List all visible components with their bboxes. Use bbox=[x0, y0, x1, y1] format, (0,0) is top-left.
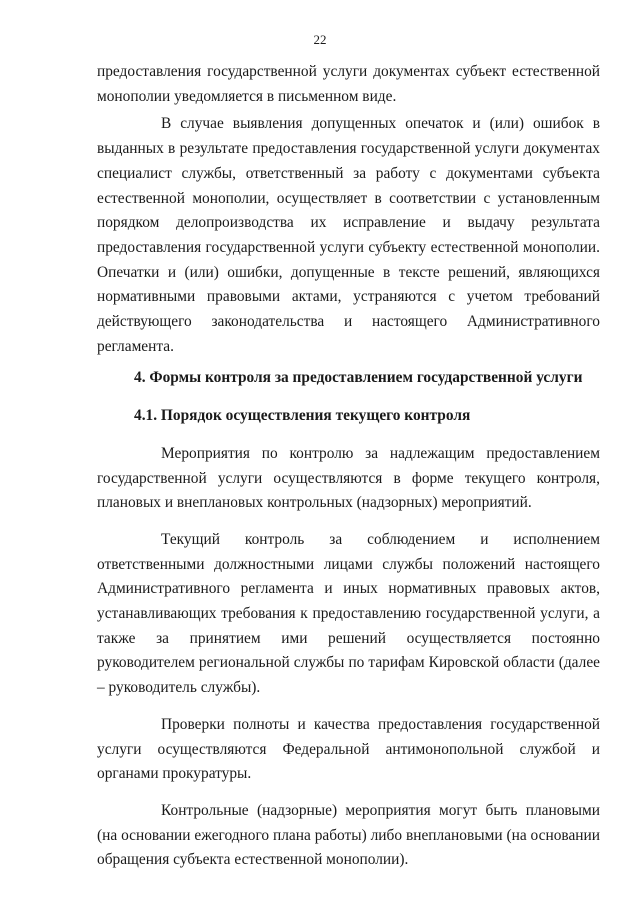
subsection-heading: 4.1. Порядок осуществления текущего контроля bbox=[134, 407, 471, 425]
paragraph-inspections: Проверки полноты и качества предоставления государственной услуги осуществляются Федеральной антимонопольной службой и органами прокуратуры. bbox=[97, 715, 600, 783]
paragraph-continuation: предоставления государственной услуги документах субъект естественной монополии уведомляется в письменном виде. bbox=[97, 63, 600, 105]
page-number: 22 bbox=[313, 32, 327, 47]
paragraph-errors-correction: В случае выявления допущенных опечаток и (или) ошибок в выданных в результате предоставления государственной услуги документах специалист службы, ответственный за работу с документами субъекта естественной монополии, осуществляет в соответствии с установленным порядком делопроизводства их исправление и выдачу результата предоставления государственной услуги субъекту естественной монополии. Опечатки и (или) ошибки, допущенные в тексте решений, являющихся нормативными правовыми актами, устраняются с учетом требований действующего законодательства и настоящего Административного регламента. bbox=[97, 115, 600, 355]
document-body bbox=[97, 60, 600, 873]
paragraph-current-control: Текущий контроль за соблюдением и исполнением ответственными должностными лицами службы положений настоящего Административного регламента и иных нормативных правовых актов, устанавливающих требования к предоставлению государственной услуги, а также за принятием ими решений осуществляется постоянно руководителем региональной службы по тарифам Кировской области (далее – руководитель службы). bbox=[97, 530, 600, 697]
paragraph-control-measures: Мероприятия по контролю за надлежащим предоставлением государственной услуги осуществляются в форме текущего контроля, плановых и внеплановых контрольных (надзорных) мероприятий. bbox=[97, 444, 600, 512]
section-heading: 4. Формы контроля за предоставлением государственной услуги bbox=[134, 369, 583, 387]
paragraph-planned-unplanned: Контрольные (надзорные) мероприятия могут быть плановыми (на основании ежегодного плана работы) либо внеплановыми (на основании обращения субъекта естественной монополии). bbox=[97, 801, 600, 869]
